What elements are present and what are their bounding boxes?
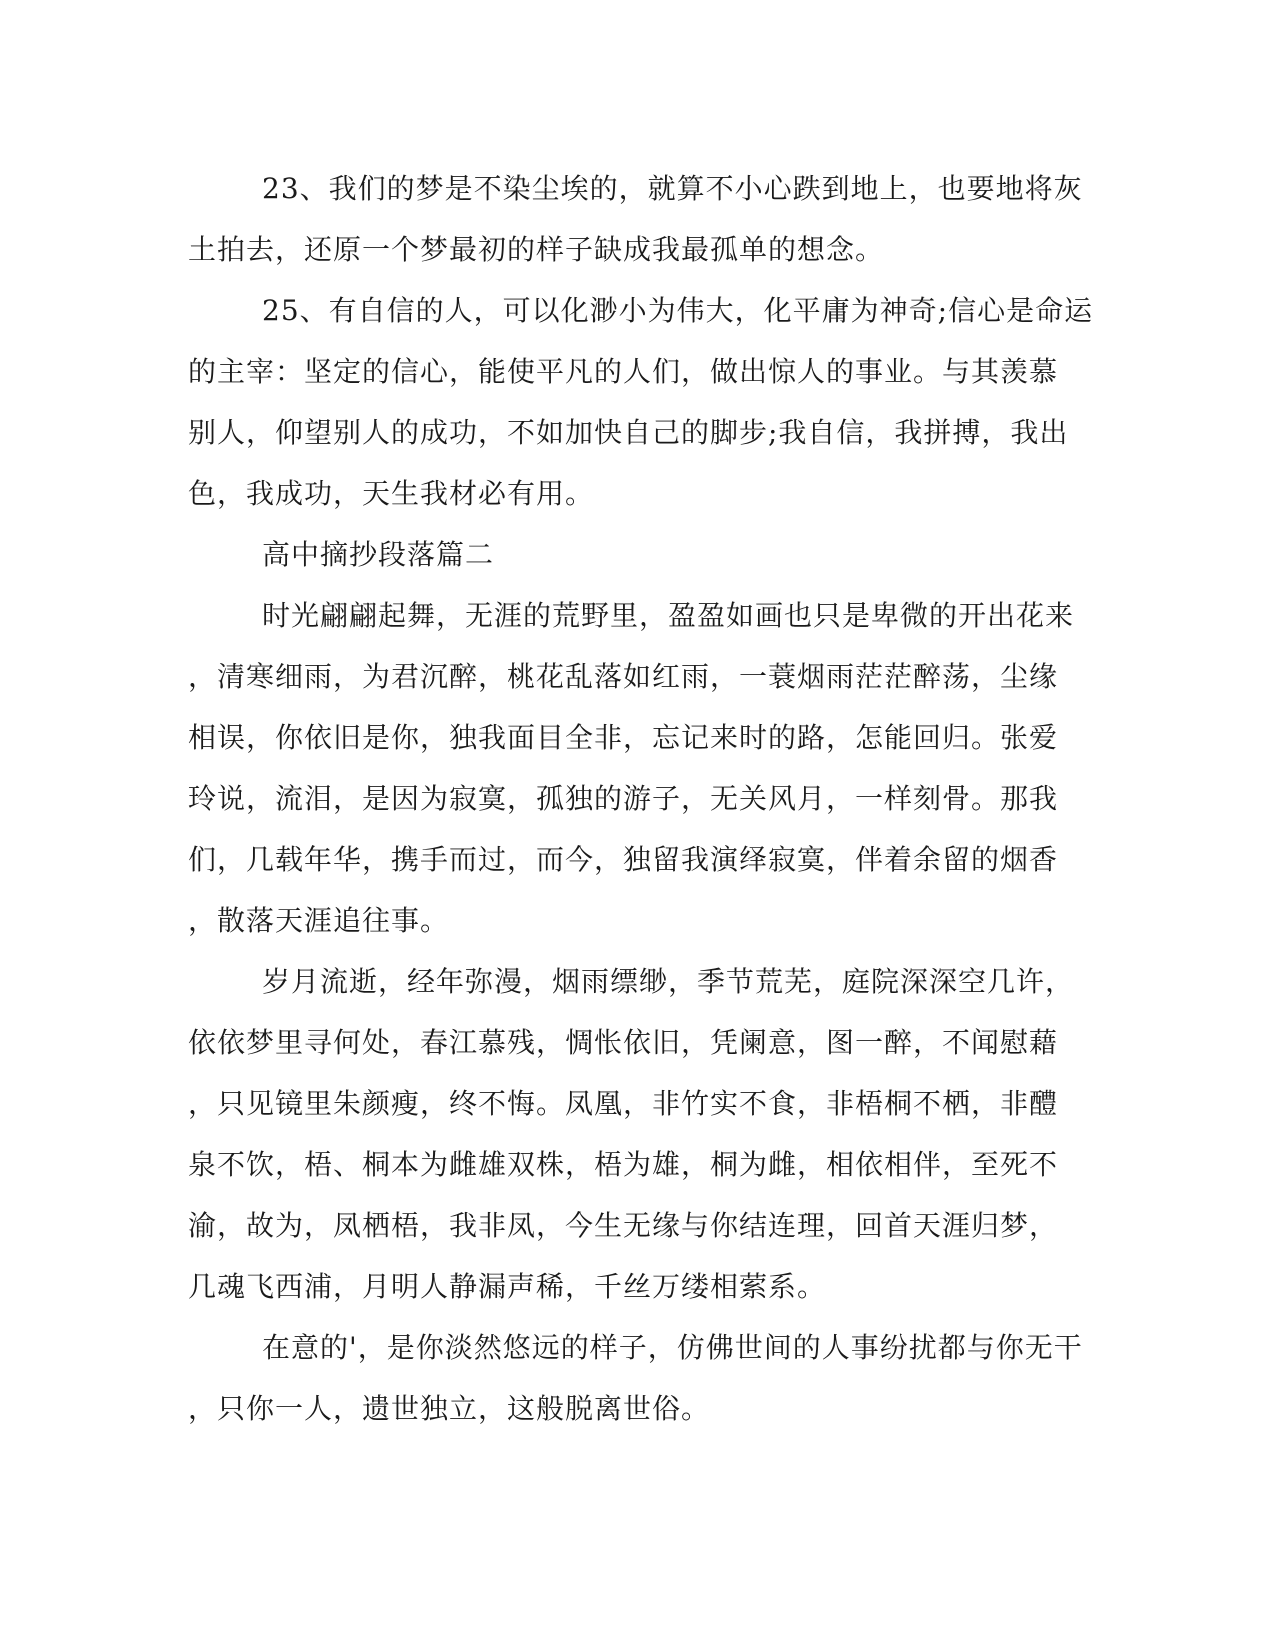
text-line: 的主宰：坚定的信心，能使平凡的人们，做出惊人的事业。与其羡慕 (188, 355, 1059, 388)
text-line: 们，几载年华，携手而过，而今，独留我演绎寂寞，伴着余留的烟香 (188, 843, 1059, 876)
text-line: 相误，你依旧是你，独我面目全非，忘记来时的路，怎能回归。张爱 (188, 721, 1059, 754)
paragraph-25 (188, 280, 1094, 524)
paragraph-years (188, 951, 1078, 1317)
text-line: 几魂飞西浦，月明人静漏声稀，千丝万缕相萦系。 (188, 1270, 827, 1303)
text-line: ，清寒细雨，为君沉醉，桃花乱落如红雨，一蓑烟雨茫茫醉荡，尘缘 (188, 660, 1059, 693)
text-line: 色，我成功，天生我材必有用。 (188, 477, 595, 510)
text-line: 泉不饮，梧、桐本为雌雄双株，梧为雄，桐为雌，相依相伴，至死不 (188, 1148, 1059, 1181)
text-line: 23、我们的梦是不染尘埃的，就算不小心跌到地上，也要地将灰 (262, 172, 1083, 205)
paragraph-23 (188, 158, 1083, 280)
text-line: ，散落天涯追往事。 (188, 904, 450, 937)
section-heading (188, 524, 1078, 585)
text-line: ，只见镜里朱颜瘦，终不悔。凤凰，非竹实不食，非梧桐不栖，非醴 (188, 1087, 1059, 1120)
text-line: 岁月流逝，经年弥漫，烟雨缥缈，季节荒芜，庭院深深空几许， (262, 965, 1075, 998)
text-line: 时光翩翩起舞，无涯的荒野里，盈盈如画也只是卑微的开出花来 (262, 599, 1075, 632)
paragraph-time (188, 585, 1078, 951)
text-line: 25、有自信的人，可以化渺小为伟大，化平庸为神奇;信心是命运 (262, 294, 1094, 327)
document-body (188, 158, 1094, 1439)
text-line: 在意的'，是你淡然悠远的样子，仿佛世间的人事纷扰都与你无干 (262, 1331, 1083, 1364)
text-line: 依依梦里寻何处，春江慕残，惆怅依旧，凭阑意，图一醉，不闻慰藉 (188, 1026, 1059, 1059)
section-heading-text: 高中摘抄段落篇二 (262, 538, 495, 571)
text-line: 别人，仰望别人的成功，不如加快自己的脚步;我自信，我拼搏，我出 (188, 416, 1069, 449)
text-line: ，只你一人，遗世独立，这般脱离世俗。 (188, 1392, 711, 1425)
paragraph-care (188, 1317, 1083, 1439)
text-line: 土拍去，还原一个梦最初的样子缺成我最孤单的想念。 (188, 233, 885, 266)
text-line: 玲说，流泪，是因为寂寞，孤独的游子，无关风月，一样刻骨。那我 (188, 782, 1059, 815)
text-line: 渝，故为，凤栖梧，我非凤，今生无缘与你结连理，回首天涯归梦， (188, 1209, 1059, 1242)
